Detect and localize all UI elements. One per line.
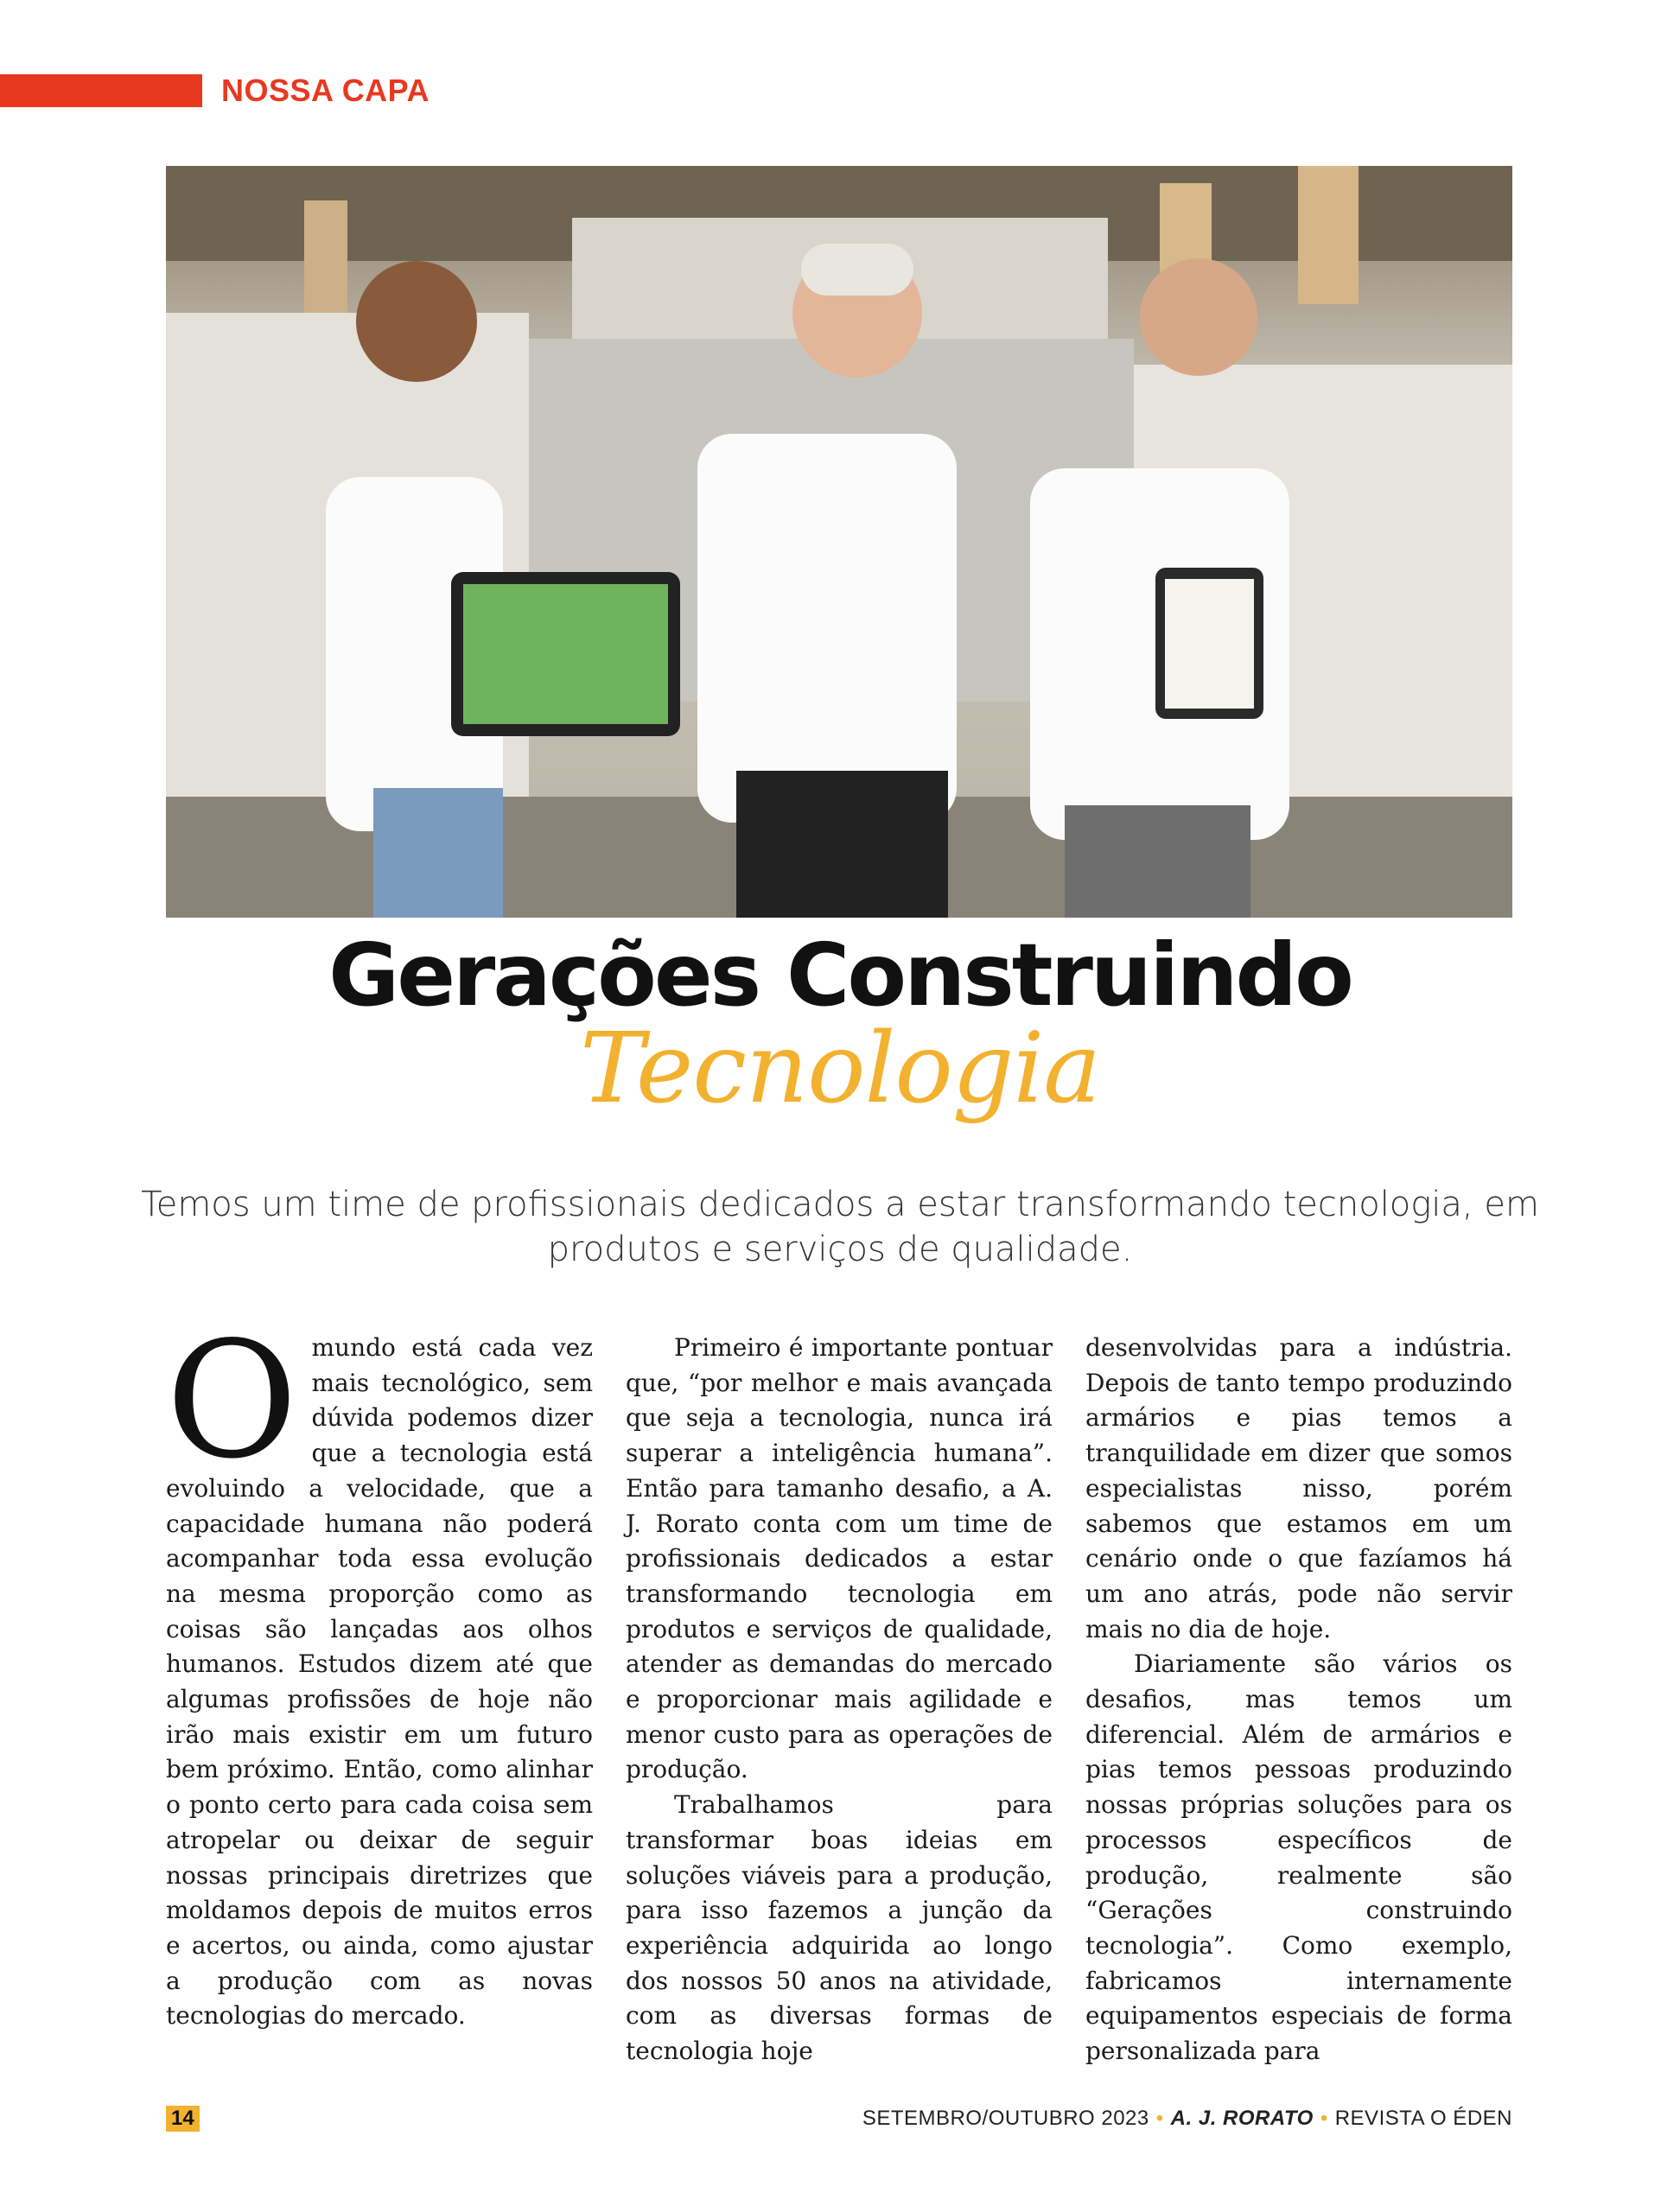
footer-magazine: REVISTA O ÉDEN: [1334, 2107, 1512, 2130]
footer-separator: •: [1320, 2107, 1328, 2130]
article-column-3: [1085, 1331, 1512, 2069]
paragraph: Trabalhamos para transformar boas ideias em soluções viáveis para a produção, para isso fazemos a junção da experiência adquirida ao longo dos nossos 50 anos na atividade, com as diversas formas de tecnologia hoje: [626, 1790, 1053, 2066]
footer-separator: •: [1155, 2107, 1164, 2130]
section-accent-bar: [0, 74, 202, 107]
paragraph: Primeiro é importante pontuar que, “por melhor e mais avançada que seja a tecnologia, nunca irá superar a inteligência humana”. Então para tamanho desafio, a A. J. Rorato conta com um time de profissionais dedicados a estar transformando tecnologia em produtos e serviços de qualidade, atender as demandas do mercado e proporcionar mais agilidade e menor custo para as operações de produção.: [626, 1333, 1053, 1784]
drop-cap: O: [166, 1306, 298, 1494]
paragraph: mundo está cada vez mais tecnológico, sem dúvida podemos dizer que a tecnologia está evoluindo a velocidade, que a capacidade humana não poderá acompanhar toda essa evolução na mesma proporção como as coisas são lançadas aos olhos humanos. Estudos dizem até que algumas profissões de hoje não irão mais existir em um futuro bem próximo. Então, como alinhar o ponto certo para cada coisa sem atropelar ou deixar de seguir nossas principais diretrizes que moldamos depois de muitos erros e acertos, ou ainda, como ajustar a produção com as novas tecnologias do mercado.: [166, 1333, 593, 2031]
page-number: 14: [166, 2106, 200, 2132]
section-label: NOSSA CAPA: [221, 73, 430, 108]
footer-brand: A. J. RORATO: [1170, 2107, 1314, 2130]
cover-photo: [166, 166, 1512, 918]
article-subtitle: Temos um time de profissionais dedicados a estar transformando tecnologia, em produtos e serviços de qualidade.: [141, 1185, 1539, 1269]
article-title-script: Tecnologia: [579, 1013, 1101, 1125]
paragraph: Diariamente são vários os desafios, mas temos um diferencial. Além de armários e pias temos pessoas produzindo nossas próprias soluções para os processos específicos de produção, realmente são “Gerações construindo tecnologia”. Como exemplo, fabricamos internamente equipamentos especiais de forma personalizada para: [1085, 1649, 1512, 2066]
photo-three-men-factory-icon: [166, 166, 1512, 918]
running-footer: [862, 2107, 1512, 2131]
paragraph: desenvolvidas para a indústria. Depois de tanto tempo produzindo armários e pias temos a tranquilidade em dizer que somos especialistas nisso, porém sabemos que estamos em um cenário onde o que fazíamos há um ano atrás, pode não servir mais no dia de hoje.: [1085, 1333, 1512, 1643]
article-title: Gerações Construindo: [328, 925, 1352, 1026]
article-column-2: [626, 1331, 1053, 2069]
article-column-1: [166, 1306, 593, 2034]
footer-issue: SETEMBRO/OUTUBRO 2023: [862, 2107, 1149, 2130]
